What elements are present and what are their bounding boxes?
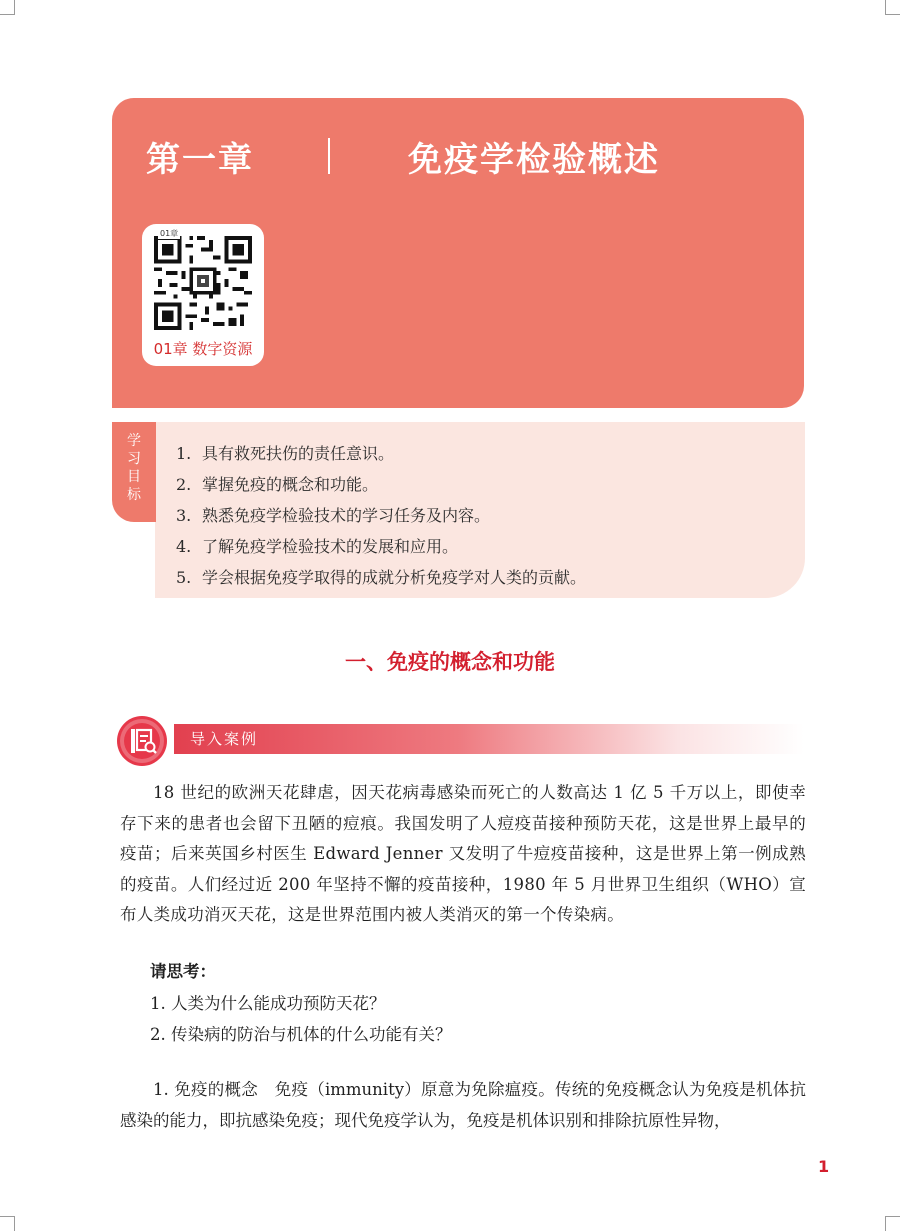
chapter-header xyxy=(112,98,804,408)
objective-text: 了解免疫学检验技术的发展和应用。 xyxy=(202,537,459,556)
objective-text: 熟悉免疫学检验技术的学习任务及内容。 xyxy=(202,506,491,525)
objective-number: 4. xyxy=(176,537,192,556)
case-paragraph: 18 世纪的欧洲天花肆虐，因天花病毒感染而死亡的人数高达 1 亿 5 千万以上，即使幸存下来的患者也会留下丑陋的痘痕。我国发明了人痘疫苗接种预防天花，这是世界上最早的疫苗；后来英国乡村医生 Edward Jenner 又发明了牛痘疫苗接种，这是世界上第一例成熟的疫苗。人们经过近 200 年坚持不懈的疫苗接种，1980 年 5 月世界卫生组织（WHO）宣布人类成功消灭天花，这是世界范围内被人类消灭的第一个传染病。 xyxy=(120,783,806,924)
chapter-number: 第一章 xyxy=(146,140,254,180)
objective-number: 1. xyxy=(176,444,192,463)
chapter-title: 免疫学检验概述 xyxy=(408,140,660,180)
learning-objectives-tab xyxy=(112,422,156,522)
objective-number: 3. xyxy=(176,506,192,525)
objective-item xyxy=(176,531,586,562)
objective-text: 学会根据免疫学取得的成就分析免疫学对人类的贡献。 xyxy=(202,568,587,587)
case-banner xyxy=(174,724,804,754)
objective-number: 5. xyxy=(176,568,192,587)
think-title: 请思考： xyxy=(150,962,216,981)
case-icon xyxy=(117,716,167,766)
crop-mark-top-right xyxy=(885,0,900,15)
chapter-divider xyxy=(328,138,330,174)
objective-text: 具有救死扶伤的责任意识。 xyxy=(202,444,395,463)
think-question-2: 2. 传染病的防治与机体的什么功能有关？ xyxy=(150,1025,452,1044)
objective-item xyxy=(176,562,586,593)
case-banner-label: 导入案例 xyxy=(190,730,259,748)
learning-objectives-list xyxy=(176,438,586,593)
objective-item xyxy=(176,438,586,469)
objective-number: 2. xyxy=(176,475,192,494)
section-heading: 一、免疫的概念和功能 xyxy=(345,650,555,674)
objective-item xyxy=(176,469,586,500)
page-number: 1 xyxy=(818,1157,830,1176)
crop-mark-bottom-right xyxy=(885,1216,900,1231)
think-question-1: 1. 人类为什么能成功预防天花？ xyxy=(150,994,386,1013)
qr-code-icon[interactable] xyxy=(154,232,252,330)
learning-objectives-label xyxy=(112,432,156,504)
learning-objectives-tab-text: 学 习 目 标 xyxy=(127,433,141,503)
crop-mark-bottom-left xyxy=(0,1216,15,1231)
qr-chapter-tag: 01章 xyxy=(160,229,179,238)
qr-resource-card[interactable] xyxy=(142,224,264,366)
body-paragraph: 1. 免疫的概念 免疫（immunity）原意为免除瘟疫。传统的免疫概念认为免疫是机体抗感染的能力，即抗感染免疫；现代免疫学认为，免疫是机体识别和排除抗原性异物， xyxy=(120,1080,806,1130)
crop-mark-top-left xyxy=(0,0,15,15)
objective-text: 掌握免疫的概念和功能。 xyxy=(202,475,379,494)
objective-item xyxy=(176,500,586,531)
qr-resource-label: 01章 数字资源 xyxy=(153,340,253,358)
